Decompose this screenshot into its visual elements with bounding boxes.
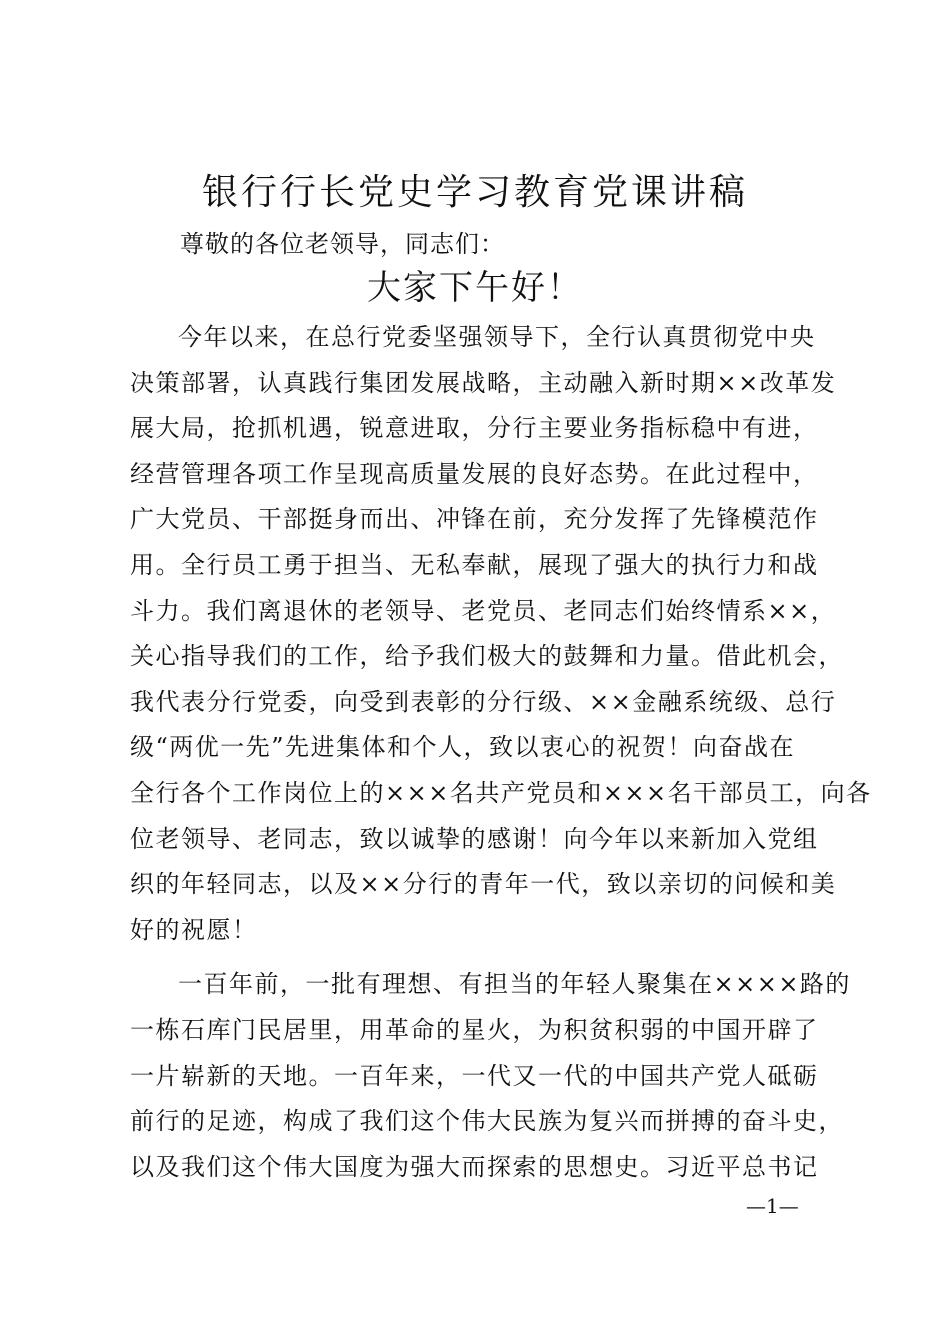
text-line: 级“两优一先”先进集体和个人，致以衷心的祝贺！向奋战在 — [130, 733, 796, 762]
text-line: 织的年轻同志，以及××分行的青年一代，致以亲切的问候和美 — [130, 870, 837, 899]
text-line: 好的祝愿！ — [130, 915, 258, 944]
document-title: 银行行长党史学习教育党课讲稿 — [201, 172, 748, 213]
text-line: 位老领导、老同志，致以诚挚的感谢！向今年以来新加入党组 — [130, 824, 819, 853]
text-line: 广大党员、干部挺身而出、冲锋在前，充分发挥了先锋模范作 — [130, 505, 819, 534]
text-line: 关心指导我们的工作，给予我们极大的鼓舞和力量。借此机会， — [130, 642, 844, 671]
paragraph-1 — [130, 315, 872, 953]
text-line: 经营管理各项工作呈现高质量发展的良好态势。在此过程中， — [130, 459, 819, 488]
text-line: 以及我们这个伟大国度为强大而探索的思想史。习近平总书记 — [130, 1152, 819, 1181]
text-line: 一片崭新的天地。一百年来，一代又一代的中国共产党人砥砺 — [130, 1061, 819, 1090]
text-line: 决策部署，认真践行集团发展战略，主动融入新时期××改革发 — [130, 368, 837, 397]
text-line: 展大局，抢抓机遇，锐意进取，分行主要业务指标稳中有进， — [130, 414, 819, 443]
text-line: 全行各个工作岗位上的×××名共产党员和×××名干部员工，向各 — [130, 778, 872, 807]
paragraph-2 — [130, 962, 851, 1190]
page-number: —1— — [746, 1194, 799, 1218]
text-line: 一百年前，一批有理想、有担当的年轻人聚集在××××路的 — [178, 970, 851, 999]
body-text — [130, 315, 872, 1190]
greeting: 大家下午好！ — [367, 268, 583, 308]
text-line: 一栋石库门民居里，用革命的星火，为积贫积弱的中国开辟了 — [130, 1015, 819, 1044]
text-line: 我代表分行党委，向受到表彰的分行级、××金融系统级、总行 — [130, 687, 837, 716]
text-line: 今年以来，在总行党委坚强领导下，全行认真贯彻党中央 — [178, 323, 816, 351]
text-line: 用。全行员工勇于担当、无私奉献，展现了强大的执行力和战 — [130, 550, 819, 579]
text-line: 前行的足迹，构成了我们这个伟大民族为复兴而拼搏的奋斗史， — [130, 1107, 844, 1136]
salutation: 尊敬的各位老领导，同志们： — [180, 230, 505, 258]
text-line: 斗力。我们离退休的老领导、老党员、老同志们始终情系××， — [130, 596, 837, 625]
